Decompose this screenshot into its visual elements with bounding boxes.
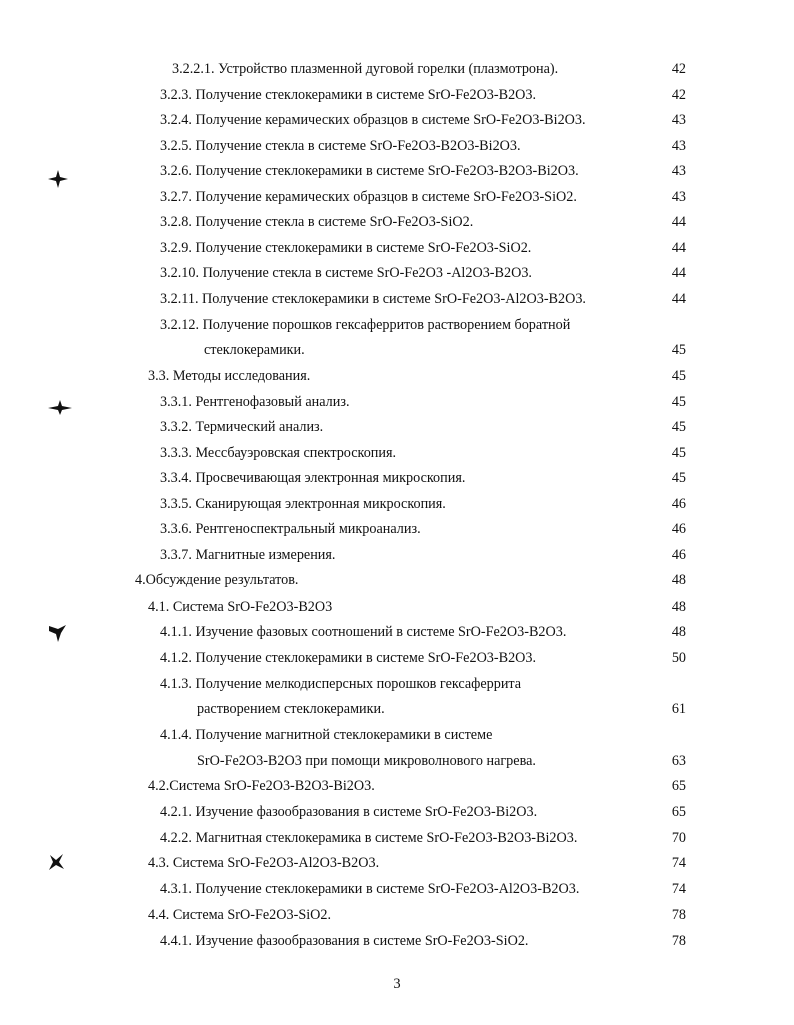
- toc-entry-text: 4.1. Система SrO-Fe2O3-B2O3: [148, 599, 333, 615]
- toc-entry-text: 3.2.9. Получение стеклокерамики в системе SrO-Fe2O3-SiO2.: [160, 240, 532, 256]
- toc-entry: [0, 518, 794, 540]
- toc-entry-page: 48: [671, 624, 686, 640]
- toc-entry: [0, 135, 794, 157]
- toc-entry-page: 45: [671, 342, 686, 358]
- toc-entry: [0, 904, 794, 926]
- toc-entry-text: 3.2.3. Получение стеклокерамики в системе SrO-Fe2O3-B2O3.: [160, 87, 537, 103]
- toc-entry-page: 43: [671, 189, 686, 205]
- toc-entry: [0, 84, 794, 106]
- toc-entry-text: 3.3.4. Просвечивающая электронная микроскопия.: [160, 470, 466, 486]
- toc-entry-page: 46: [671, 521, 686, 537]
- toc-entry: [0, 339, 794, 361]
- punch-hole-speck-icon: [46, 398, 74, 416]
- toc-entry: [0, 416, 794, 438]
- toc-entry-page: 70: [671, 830, 686, 846]
- toc-entry: [0, 58, 794, 80]
- toc-entry-text: 3.2.5. Получение стекла в системе SrO-Fe2O3-B2O3-Bi2O3.: [160, 138, 521, 154]
- toc-entry-text: 4.2.1. Изучение фазообразования в системе SrO-Fe2O3-Bi2O3.: [160, 804, 538, 820]
- toc-entry-page: 43: [671, 138, 686, 154]
- toc-entry-text: 3.2.7. Получение керамических образцов в системе SrO-Fe2O3-SiO2.: [160, 189, 577, 205]
- toc-entry-text: 4.1.4. Получение магнитной стеклокерамики в системе: [160, 727, 493, 743]
- toc-entry-text: 3.2.12. Получение порошков гексаферритов растворением боратной: [160, 317, 571, 333]
- toc-entry-text: 3.2.8. Получение стекла в системе SrO-Fe2O3-SiO2.: [160, 214, 474, 230]
- toc-entry-text: 4.3.1. Получение стеклокерамики в системе SrO-Fe2O3-Al2O3-B2O3.: [160, 881, 580, 897]
- toc-entry-page: 45: [671, 445, 686, 461]
- toc-entry-text: 4.3. Система SrO-Fe2O3-Al2O3-B2O3.: [148, 855, 380, 871]
- toc-entry-page: 46: [671, 547, 686, 563]
- toc-entry-page: 45: [671, 394, 686, 410]
- toc-entry: [0, 365, 794, 387]
- toc-entry: [0, 750, 794, 772]
- toc-entry-text: растворением стеклокерамики.: [197, 701, 385, 717]
- toc-entry: [0, 647, 794, 669]
- toc-entry-text: 4.2.Система SrO-Fe2O3-B2O3-Bi2O3.: [148, 778, 375, 794]
- toc-entry-text: 4.Обсуждение результатов.: [135, 572, 299, 588]
- toc-entry: [0, 878, 794, 900]
- toc-entry-text: 4.1.3. Получение мелкодисперсных порошков гексаферрита: [160, 676, 522, 692]
- toc-entry-page: 43: [671, 163, 686, 179]
- toc-entry: [0, 569, 794, 591]
- toc-entry: [0, 827, 794, 849]
- toc-entry-page: 42: [671, 61, 686, 77]
- toc-entry-page: 42: [671, 87, 686, 103]
- toc-entry-text: 3.2.2.1. Устройство плазменной дуговой горелки (плазмотрона).: [172, 61, 559, 77]
- toc-entry: [0, 314, 794, 336]
- toc-entry-text: 3.3.5. Сканирующая электронная микроскопия.: [160, 496, 446, 512]
- toc-entry-page: 44: [671, 214, 686, 230]
- toc-entry-page: 48: [671, 599, 686, 615]
- toc-entry-page: 45: [671, 470, 686, 486]
- toc-entry: [0, 186, 794, 208]
- toc-entry: [0, 391, 794, 413]
- toc-entry-page: 78: [671, 907, 686, 923]
- toc-entry-text: 3.2.10. Получение стекла в системе SrO-Fe2O3 -Al2O3-B2O3.: [160, 265, 532, 281]
- toc-entry-page: 63: [671, 753, 686, 769]
- toc-entry-text: 3.2.6. Получение стеклокерамики в системе SrO-Fe2O3-B2O3-Bi2O3.: [160, 163, 579, 179]
- toc-entry: [0, 211, 794, 233]
- toc-entry-page: 44: [671, 240, 686, 256]
- toc-entry-text: 4.4.1. Изучение фазообразования в системе SrO-Fe2O3-SiO2.: [160, 933, 529, 949]
- toc-entry-page: 43: [671, 112, 686, 128]
- toc-entry-text: SrO-Fe2O3-B2O3 при помощи микроволнового нагрева.: [197, 753, 536, 769]
- toc-entry: [0, 160, 794, 182]
- page-number: 3: [393, 976, 401, 992]
- toc-entry-text: 3.3.2. Термический анализ.: [160, 419, 324, 435]
- toc-entry: [0, 852, 794, 874]
- toc-entry-text: 3.2.11. Получение стеклокерамики в системе SrO-Fe2O3-Al2O3-B2O3.: [160, 291, 586, 307]
- toc-entry-text: 3.3. Методы исследования.: [148, 368, 311, 384]
- toc-entry-page: 74: [671, 855, 686, 871]
- toc-entry: [0, 544, 794, 566]
- toc-entry-text: 3.2.4. Получение керамических образцов в системе SrO-Fe2O3-Bi2O3.: [160, 112, 586, 128]
- toc-entry: [0, 930, 794, 952]
- toc-entry-page: 46: [671, 496, 686, 512]
- toc-entry-text: 3.3.1. Рентгенофазовый анализ.: [160, 394, 350, 410]
- toc-entry: [0, 775, 794, 797]
- toc-entry-page: 50: [671, 650, 686, 666]
- toc-entry: [0, 288, 794, 310]
- toc-entry: [0, 493, 794, 515]
- toc-entry-text: 3.3.6. Рентгеноспектральный микроанализ.: [160, 521, 421, 537]
- toc-entry-page: 65: [671, 778, 686, 794]
- toc-entry-page: 45: [671, 368, 686, 384]
- toc-entry-text: 3.3.7. Магнитные измерения.: [160, 547, 336, 563]
- toc-entry: [0, 262, 794, 284]
- toc-entry-page: 65: [671, 804, 686, 820]
- punch-hole-speck-icon: [46, 852, 66, 872]
- toc-entry: [0, 596, 794, 618]
- toc-entry-text: 4.1.2. Получение стеклокерамики в системе SrO-Fe2O3-B2O3.: [160, 650, 537, 666]
- toc-entry-text: 4.1.1. Изучение фазовых соотношений в системе SrO-Fe2O3-B2O3.: [160, 624, 567, 640]
- toc-entry-page: 48: [671, 572, 686, 588]
- toc-entry: [0, 698, 794, 720]
- toc-entry-text: 4.4. Система SrO-Fe2O3-SiO2.: [148, 907, 332, 923]
- toc-entry-page: 44: [671, 265, 686, 281]
- toc-entry-page: 44: [671, 291, 686, 307]
- toc-entry-text: 3.3.3. Мессбауэровская спектроскопия.: [160, 445, 397, 461]
- toc-entry-text: стеклокерамики.: [204, 342, 305, 358]
- toc-entry: [0, 237, 794, 259]
- toc-entry: [0, 724, 794, 746]
- toc-entry: [0, 442, 794, 464]
- toc-entry: [0, 467, 794, 489]
- punch-hole-speck-icon: [46, 168, 70, 190]
- punch-hole-speck-icon: [46, 622, 68, 644]
- toc-entry: [0, 801, 794, 823]
- toc-entry-page: 61: [671, 701, 686, 717]
- toc-entry: [0, 109, 794, 131]
- toc-entry-text: 4.2.2. Магнитная стеклокерамика в системе SrO-Fe2O3-B2O3-Bi2O3.: [160, 830, 578, 846]
- toc-entry-page: 78: [671, 933, 686, 949]
- toc-entry: [0, 621, 794, 643]
- toc-entry: [0, 673, 794, 695]
- toc-entry-page: 74: [671, 881, 686, 897]
- toc-entry-page: 45: [671, 419, 686, 435]
